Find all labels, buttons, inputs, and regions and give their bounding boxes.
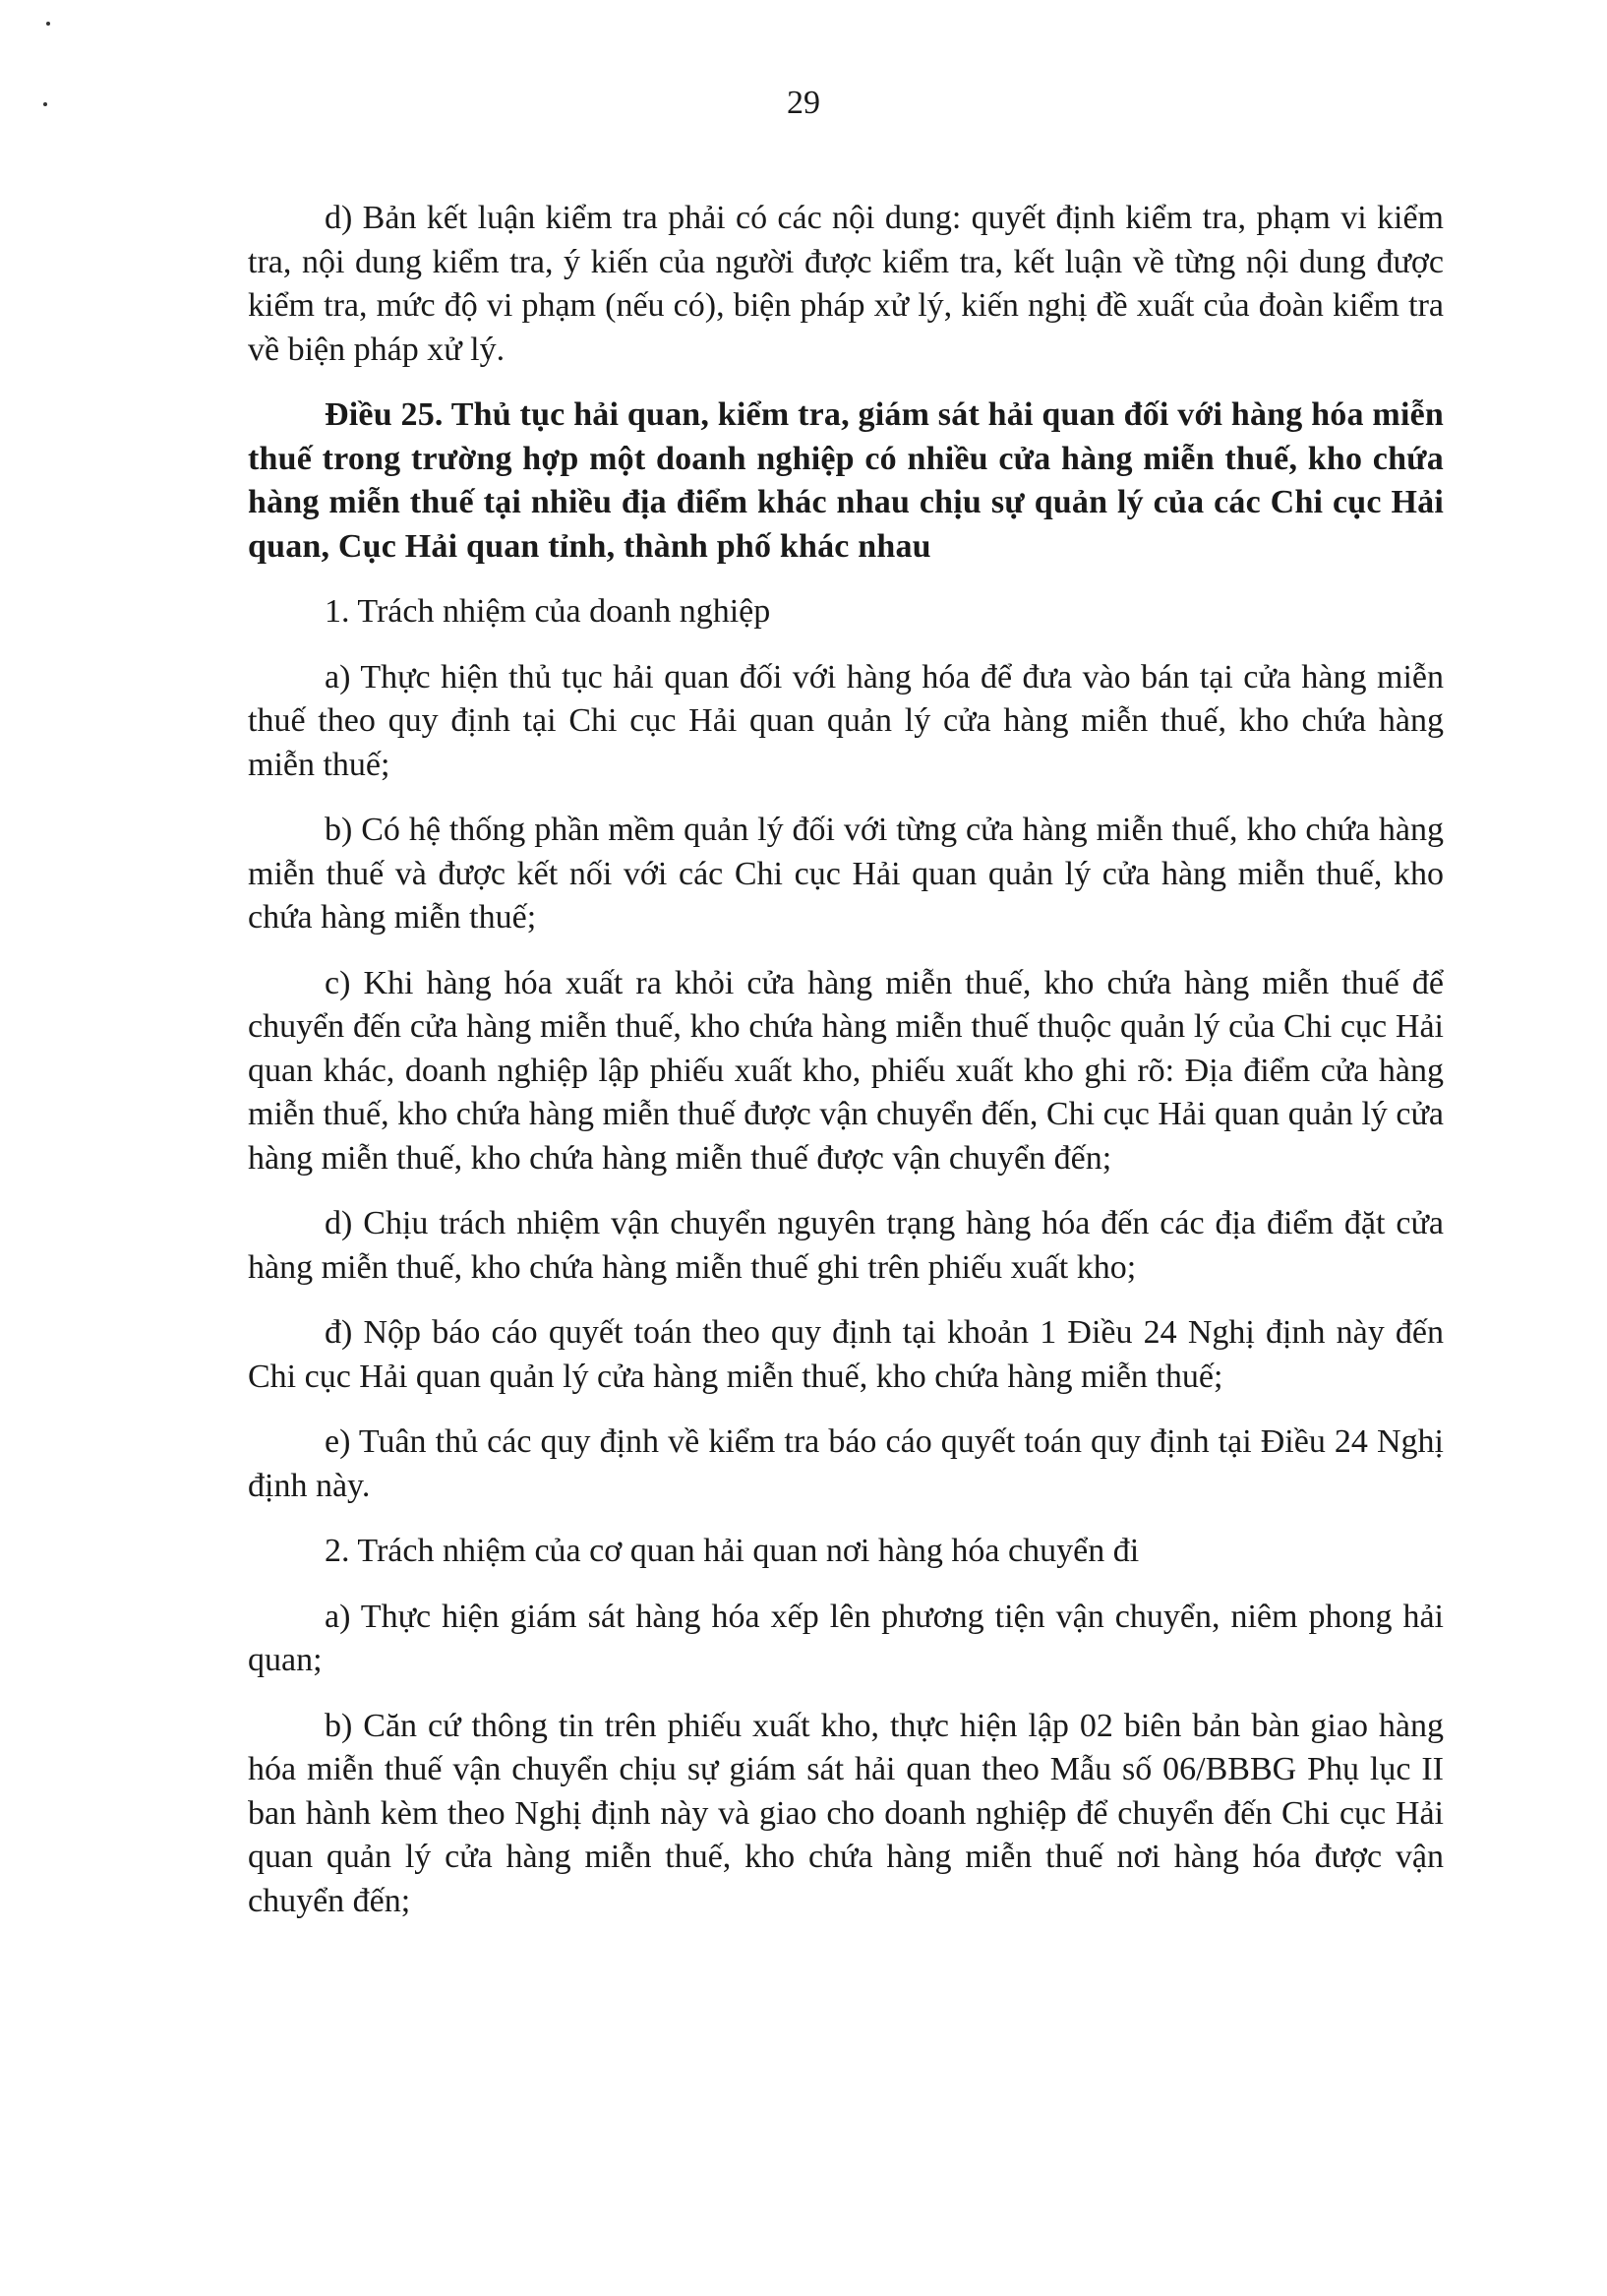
paragraph-conclusion-contents: d) Bản kết luận kiểm tra phải có các nội dung: quyết định kiểm tra, phạm vi kiểm tra, nội dung kiểm tra, ý kiến của người được kiểm tra, kết luận về từng nội dung được kiểm tra, mức độ vi phạm (nếu có), biện pháp xử lý, kiến nghị đề xuất của đoàn kiểm tra về biện pháp xử lý. bbox=[248, 200, 1444, 368]
clause-dd-enterprise: đ) Nộp báo cáo quyết toán theo quy định tại khoản 1 Điều 24 Nghị định này đến Chi cục Hải quan quản lý cửa hàng miễn thuế, kho chứa hàng miễn thuế; bbox=[248, 1314, 1444, 1395]
section-heading-enterprise: 1. Trách nhiệm của doanh nghiệp bbox=[325, 593, 771, 630]
clause-a-customs: a) Thực hiện giám sát hàng hóa xếp lên phương tiện vận chuyển, niêm phong hải quan; bbox=[248, 1598, 1444, 1678]
article-number: Điều 25. bbox=[325, 396, 444, 433]
clause-d-enterprise: d) Chịu trách nhiệm vận chuyển nguyên trạng hàng hóa đến các địa điểm đặt cửa hàng miễn thuế, kho chứa hàng miễn thuế ghi trên phiếu xuất kho; bbox=[248, 1205, 1444, 1286]
clause-e-enterprise: e) Tuân thủ các quy định về kiểm tra báo cáo quyết toán quy định tại Điều 24 Nghị định này. bbox=[248, 1423, 1444, 1504]
article-title: Thủ tục hải quan, kiểm tra, giám sát hải quan đối với hàng hóa miễn thuế trong trường hợp một doanh nghiệp có nhiều cửa hàng miễn thuế, kho chứa hàng miễn thuế tại nhiều địa điểm khác nhau chịu sự quản lý của các Chi cục Hải quan, Cục Hải quan tỉnh, thành phố khác nhau bbox=[248, 396, 1444, 565]
clause-a-enterprise: a) Thực hiện thủ tục hải quan đối với hàng hóa để đưa vào bán tại cửa hàng miễn thuế theo quy định tại Chi cục Hải quan quản lý cửa hàng miễn thuế, kho chứa hàng miễn thuế; bbox=[248, 658, 1444, 783]
scan-artifact-dot bbox=[46, 22, 50, 26]
page-number: 29 bbox=[787, 85, 820, 121]
clause-b-enterprise: b) Có hệ thống phần mềm quản lý đối với từng cửa hàng miễn thuế, kho chứa hàng miễn thuế và được kết nối với các Chi cục Hải quan quản lý cửa hàng miễn thuế, kho chứa hàng miễn thuế; bbox=[248, 812, 1444, 936]
section-heading-customs: 2. Trách nhiệm của cơ quan hải quan nơi hàng hóa chuyển đi bbox=[325, 1533, 1140, 1569]
article-heading bbox=[248, 393, 1444, 569]
document-body bbox=[248, 197, 1444, 1945]
clause-c-enterprise: c) Khi hàng hóa xuất ra khỏi cửa hàng miễn thuế, kho chứa hàng miễn thuế để chuyển đến cửa hàng miễn thuế, kho chứa hàng miễn thuế thuộc quản lý của Chi cục Hải quan khác, doanh nghiệp lập phiếu xuất kho, phiếu xuất kho ghi rõ: Địa điểm cửa hàng miễn thuế, kho chứa hàng miễn thuế được vận chuyển đến, Chi cục Hải quan quản lý cửa hàng miễn thuế, kho chứa hàng miễn thuế được vận chuyển đến; bbox=[248, 964, 1444, 1177]
clause-b-customs: b) Căn cứ thông tin trên phiếu xuất kho, thực hiện lập 02 biên bản bàn giao hàng hóa miễn thuế vận chuyển chịu sự giám sát hải quan theo Mẫu số 06/BBBG Phụ lục II ban hành kèm theo Nghị định này và giao cho doanh nghiệp để chuyển đến Chi cục Hải quan quản lý cửa hàng miễn thuế, kho chứa hàng miễn thuế nơi hàng hóa được vận chuyển đến; bbox=[248, 1707, 1444, 1919]
